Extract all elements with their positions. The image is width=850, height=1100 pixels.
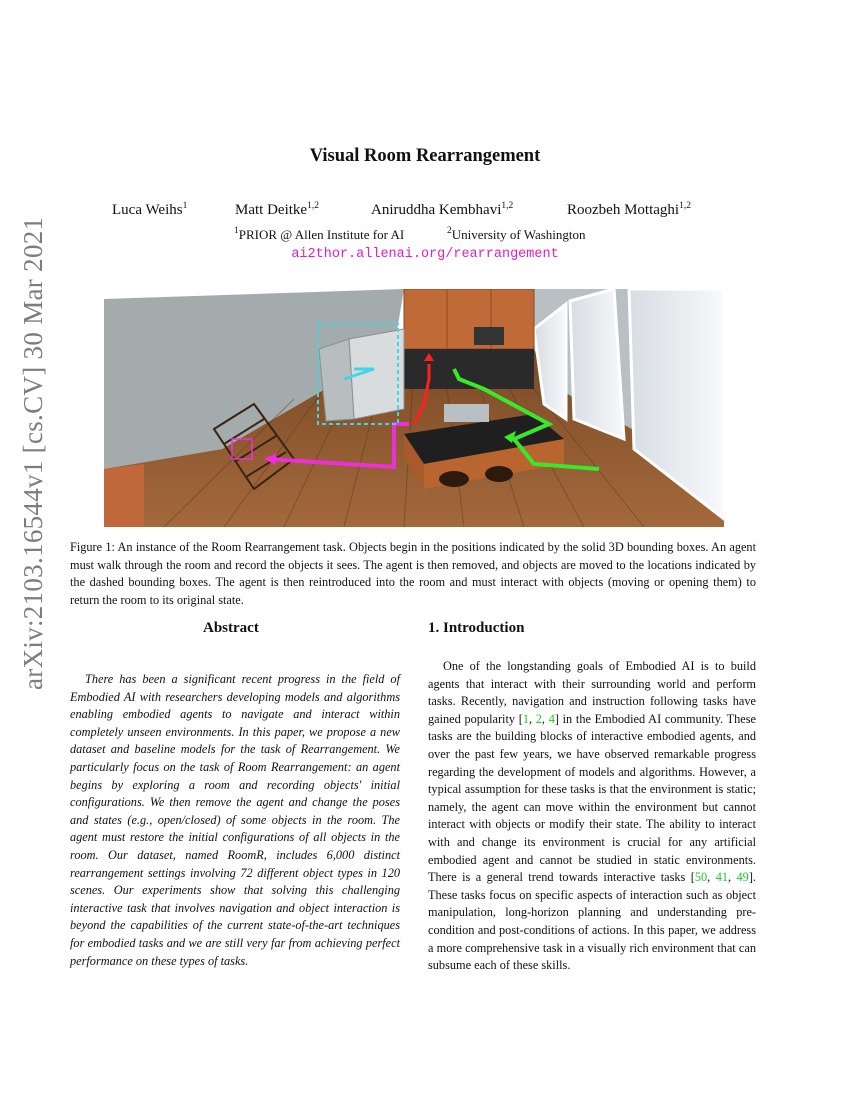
- intro-part-2: ] in the Embodied AI community. These tasks are the building blocks of interactive embodied agents, and over the past few years, we have observed remarkable progress regarding the development of models and algorithms. However, a typical assumption for these tasks is that the environment is static; namely, the agent can move within the environment but cannot interact with objects or modify their state. The ability to interact with and change its environment is crucial for any artificial embodied agent and cannot be studied in static environments. There is a general trend towards interactive tasks [: [428, 711, 756, 885]
- figure-room-render: [104, 289, 724, 527]
- author-2: [235, 201, 319, 219]
- affil-sup: 1: [234, 226, 239, 236]
- introduction-heading: 1. Introduction: [428, 620, 525, 636]
- project-url-link[interactable]: ai2thor.allenai.org/rearrangement: [291, 247, 559, 262]
- author-4: [567, 201, 691, 219]
- author-name: Aniruddha Kembhavi: [371, 202, 502, 218]
- affiliation-2: [447, 226, 586, 243]
- bottom-left-wall: [104, 464, 144, 527]
- abstract-text: There has been a significant recent progress in the field of Embodied AI with researchers developing models and algorithms enabling embodied agents to navigate and interact within completely unseen environments. In this paper, we propose a new dataset and baseline models for the task of Rearrangement. We particularly focus on the task of Room Rearrangement: an agent begins by exploring a room and recording objects' initial configurations. We then remove the agent and change the poses and states (e.g., open/closed) of some objects in the room. The agent must restore the initial configurations of all objects in the room. Our dataset, named RoomR, includes 6,000 distinct rearrangement settings involving 72 different object types in 120 scenes. Our experiments show that solving this challenging interactive task that involves navigation and object interaction is beyond the capabilities of the current state-of-the-art techniques for embodied tasks and we are still very far from achieving perfect performance on these types of tasks.: [70, 672, 400, 968]
- intro-part-1: One of the longstanding goals of Embodied AI is to build agents that interact with their surrounding world and perform tasks. Recently, navigation and instruction following tasks have gained popularity [: [428, 659, 756, 726]
- citation-link[interactable]: 1: [522, 711, 529, 726]
- author-1: [112, 201, 187, 219]
- author-affil-sup: 1,2: [307, 201, 319, 211]
- arxiv-identifier: arXiv:2103.16544v1 [cs.CV] 30 Mar 2021: [18, 216, 48, 690]
- figure-caption: Figure 1: An instance of the Room Rearrangement task. Objects begin in the positions indicated by the solid 3D bounding boxes. An agent must walk through the room and record the objects it sees. The agent is then removed, and objects are moved to the locations indicated by the dashed bounding boxes. The agent is then reintroduced into the room and must interact with objects (moving or opening them) to return the room to its original state.: [70, 540, 756, 608]
- author-name: Roozbeh Mottaghi: [567, 202, 680, 218]
- author-affil-sup: 1: [182, 201, 188, 211]
- citation-link[interactable]: 2: [535, 711, 542, 726]
- author-name: Luca Weihs: [112, 202, 183, 218]
- intro-part-3: ]. These tasks focus on specific aspects of interaction such as object manipulation, long-horizon planning and understanding pre-condition and post-conditions of actions. In this paper, we address a more comprehensive task in a visually rich environment that can subsume each of these skills.: [428, 870, 756, 973]
- microwave: [474, 327, 504, 345]
- citation-link[interactable]: 50: [694, 870, 708, 885]
- abstract-heading: Abstract: [203, 620, 259, 636]
- chair-1: [439, 471, 469, 487]
- introduction-text: One of the longstanding goals of Embodied AI is to build agents that interact with their surrounding world and perform tasks. Recently, navigation and instruction following tasks have gained popularity [1, 2, 4] in the Embodied AI community. These tasks are the building blocks of interactive embodied agents, and over the past few years, we have observed remarkable progress regarding the development of models and algorithms. However, a typical assumption for these tasks is that the environment is static; namely, the agent can move within the environment but cannot interact with objects or modify their state. The ability to interact with and change its environment is crucial for any artificial embodied agent and cannot be studied in static environments. There is a general trend towards interactive tasks [50, 41, 49]. These tasks focus on specific aspects of interaction such as object manipulation, long-horizon planning and understanding pre-condition and post-conditions of actions. In this paper, we address a more comprehensive task in a visually rich environment that can subsume each of these skills.: [428, 659, 756, 973]
- citation-link[interactable]: 4: [548, 711, 555, 726]
- paper-title: Visual Room Rearrangement: [309, 146, 541, 166]
- affil-name: PRIOR @ Allen Institute for AI: [238, 227, 405, 242]
- author-affil-sup: 1,2: [679, 201, 691, 211]
- sink: [444, 404, 489, 422]
- affiliation-1: [234, 226, 404, 243]
- chair-2: [485, 466, 513, 482]
- affil-name: University of Washington: [451, 227, 586, 242]
- author-affil-sup: 1,2: [501, 201, 514, 211]
- citation-link[interactable]: 49: [736, 870, 749, 885]
- author-3: [371, 201, 513, 219]
- window-2: [570, 289, 624, 439]
- affil-sup: 2: [447, 226, 452, 236]
- author-name: Matt Deitke: [235, 202, 308, 218]
- citation-link[interactable]: 41: [715, 870, 728, 885]
- upper-cabinets: [404, 289, 534, 349]
